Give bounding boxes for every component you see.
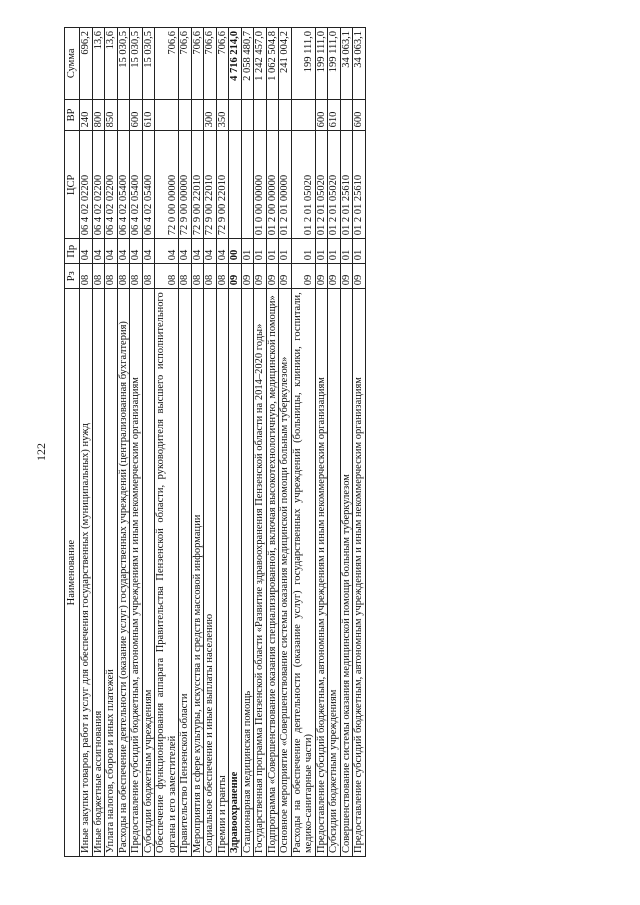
cell-vr: 350 [216, 99, 229, 131]
table-row [142, 28, 155, 857]
cell-sum: 4 716 214,0 [229, 28, 242, 100]
cell-vr: 600 [130, 99, 143, 131]
table-row [266, 28, 279, 857]
cell-rz: 09 [254, 264, 267, 289]
cell-name: Здравоохранение [229, 289, 242, 857]
cell-pr: 01 [279, 239, 292, 264]
cell-sum: 2 058 480,7 [241, 28, 254, 100]
cell-rz: 09 [266, 264, 279, 289]
cell-pr: 01 [328, 239, 341, 264]
table-header-row [65, 28, 80, 857]
header-name: Наименование [65, 289, 80, 857]
cell-sum: 1 242 457,0 [254, 28, 267, 100]
cell-name: Субсидии бюджетным учреждениям [142, 289, 155, 857]
table-row [291, 28, 315, 857]
cell-sum: 199 111,0 [291, 28, 315, 100]
cell-sum: 706,6 [155, 28, 179, 100]
cell-csr [241, 131, 254, 239]
cell-csr: 01 2 01 05020 [315, 131, 328, 239]
table-row [353, 28, 366, 857]
cell-name: Социальное обеспечение и иные выплаты населению [204, 289, 217, 857]
cell-csr: 72 9 00 22010 [191, 131, 204, 239]
cell-rz: 08 [130, 264, 143, 289]
cell-rz: 09 [340, 264, 353, 289]
cell-name: Уплата налогов, сборов и иных платежей [105, 289, 118, 857]
cell-vr [340, 99, 353, 131]
cell-vr [291, 99, 315, 131]
cell-pr: 01 [254, 239, 267, 264]
cell-vr [229, 99, 242, 131]
page-number: 122 [34, 443, 48, 461]
cell-rz: 08 [142, 264, 155, 289]
cell-vr [117, 99, 130, 131]
cell-name: Премии и гранты [216, 289, 229, 857]
cell-sum: 696,2 [80, 28, 93, 100]
cell-vr [279, 99, 292, 131]
cell-pr: 04 [130, 239, 143, 264]
cell-rz: 09 [229, 264, 242, 289]
cell-csr: 06 4 02 05400 [130, 131, 143, 239]
table-row [315, 28, 328, 857]
header-csr: ЦСР [65, 131, 80, 239]
cell-csr: 01 2 01 25610 [340, 131, 353, 239]
cell-pr: 04 [142, 239, 155, 264]
cell-csr [229, 131, 242, 239]
cell-pr: 01 [340, 239, 353, 264]
cell-rz: 08 [204, 264, 217, 289]
table-row [80, 28, 93, 857]
cell-sum: 706,6 [191, 28, 204, 100]
cell-pr: 01 [241, 239, 254, 264]
cell-vr: 600 [353, 99, 366, 131]
cell-rz: 08 [179, 264, 192, 289]
cell-pr: 00 [229, 239, 242, 264]
cell-pr: 04 [92, 239, 105, 264]
cell-name: Предоставление субсидий бюджетным, автономным учреждениям и иным некоммерческим организациям [353, 289, 366, 857]
cell-csr: 06 4 02 02200 [80, 131, 93, 239]
cell-csr: 01 2 01 25610 [353, 131, 366, 239]
cell-name: Мероприятия в сфере культуры, искусства и средств массовой информации [191, 289, 204, 857]
table-row [155, 28, 179, 857]
cell-csr: 01 2 01 05020 [291, 131, 315, 239]
cell-pr: 04 [155, 239, 179, 264]
cell-name: Иные закупки товаров, работ и услуг для обеспечения государственных (муниципальных) нужд [80, 289, 93, 857]
header-vr: ВР [65, 99, 80, 131]
cell-name: Расходы на обеспечение деятельности (оказание услуг) государственных учреждений (централизованная бухгалтерия) [117, 289, 130, 857]
cell-rz: 09 [353, 264, 366, 289]
budget-table [64, 27, 366, 857]
cell-rz: 08 [155, 264, 179, 289]
cell-name: Субсидии бюджетным учреждениям [328, 289, 341, 857]
cell-csr: 72 9 00 22010 [204, 131, 217, 239]
cell-sum: 13,6 [92, 28, 105, 100]
cell-pr: 04 [191, 239, 204, 264]
cell-rz: 08 [80, 264, 93, 289]
table-row [241, 28, 254, 857]
cell-sum: 34 063,1 [340, 28, 353, 100]
cell-csr: 72 0 00 00000 [155, 131, 179, 239]
cell-name: Совершенствование системы оказания медицинской помощи больным туберкулезом [340, 289, 353, 857]
table-row [279, 28, 292, 857]
cell-rz: 08 [105, 264, 118, 289]
cell-pr: 01 [353, 239, 366, 264]
cell-name: Стационарная медицинская помощь [241, 289, 254, 857]
cell-name: Предоставление субсидий бюджетным, автономным учреждениям и иным некоммерческим организациям [315, 289, 328, 857]
cell-csr: 06 4 02 05400 [142, 131, 155, 239]
cell-name: Обеспечение функционирования аппарата Правительства Пензенской области, руководителя высшего исполнительного органа и его заместителей [155, 289, 179, 857]
cell-sum: 199 111,0 [315, 28, 328, 100]
cell-rz: 09 [279, 264, 292, 289]
cell-sum: 15 030,5 [117, 28, 130, 100]
cell-vr: 850 [105, 99, 118, 131]
cell-vr: 600 [315, 99, 328, 131]
table-row [179, 28, 192, 857]
cell-vr: 610 [142, 99, 155, 131]
cell-vr [191, 99, 204, 131]
cell-pr: 04 [204, 239, 217, 264]
cell-csr: 01 2 01 00000 [279, 131, 292, 239]
cell-pr: 04 [216, 239, 229, 264]
cell-sum: 241 004,2 [279, 28, 292, 100]
cell-pr: 04 [117, 239, 130, 264]
cell-vr [241, 99, 254, 131]
cell-csr: 06 4 02 02200 [92, 131, 105, 239]
table-row [105, 28, 118, 857]
cell-rz: 09 [328, 264, 341, 289]
cell-sum: 706,6 [204, 28, 217, 100]
cell-csr: 01 2 00 00000 [266, 131, 279, 239]
cell-csr: 72 9 00 00000 [179, 131, 192, 239]
cell-pr: 01 [315, 239, 328, 264]
cell-pr: 04 [80, 239, 93, 264]
cell-sum: 15 030,5 [130, 28, 143, 100]
header-pr: Пр [65, 239, 80, 264]
table-row [117, 28, 130, 857]
cell-sum: 1 062 504,8 [266, 28, 279, 100]
cell-csr: 01 2 01 05020 [328, 131, 341, 239]
cell-name: Основное мероприятие «Совершенствование системы оказания медицинской помощи больным туберкулезом» [279, 289, 292, 857]
cell-csr: 06 4 02 05400 [117, 131, 130, 239]
cell-rz: 08 [92, 264, 105, 289]
cell-pr: 04 [105, 239, 118, 264]
cell-rz: 08 [117, 264, 130, 289]
cell-vr [254, 99, 267, 131]
cell-sum: 706,6 [179, 28, 192, 100]
cell-sum: 34 063,1 [353, 28, 366, 100]
cell-vr [179, 99, 192, 131]
cell-vr: 300 [204, 99, 217, 131]
cell-name: Расходы на обеспечение деятельности (оказание услуг) государственных учреждений (больницы, клиники, госпитали, медико-санитарные части) [291, 289, 315, 857]
cell-rz: 08 [191, 264, 204, 289]
cell-csr: 01 0 00 00000 [254, 131, 267, 239]
cell-vr: 610 [328, 99, 341, 131]
cell-name: Правительство Пензенской области [179, 289, 192, 857]
cell-rz: 09 [241, 264, 254, 289]
cell-rz: 09 [291, 264, 315, 289]
cell-name: Иные бюджетные ассигнования [92, 289, 105, 857]
cell-sum: 706,6 [216, 28, 229, 100]
cell-vr [155, 99, 179, 131]
cell-vr: 800 [92, 99, 105, 131]
cell-name: Подпрограмма «Совершенствование оказания специализированной, включая высокотехнологичную, медицинской помощи» [266, 289, 279, 857]
cell-name: Государственная программа Пензенской области «Развитие здравоохранения Пензенской области на 2014–2020 годы» [254, 289, 267, 857]
table-row [328, 28, 341, 857]
cell-rz: 08 [216, 264, 229, 289]
cell-pr: 01 [291, 239, 315, 264]
header-rz: Рз [65, 264, 80, 289]
table-row [216, 28, 229, 857]
cell-sum: 13,6 [105, 28, 118, 100]
table-row [92, 28, 105, 857]
rotated-table-container [64, 27, 594, 857]
cell-rz: 09 [315, 264, 328, 289]
table-row [340, 28, 353, 857]
cell-sum: 15 030,5 [142, 28, 155, 100]
table-row [191, 28, 204, 857]
cell-csr: 06 4 02 02200 [105, 131, 118, 239]
table-row [254, 28, 267, 857]
table-row [130, 28, 143, 857]
table-row [204, 28, 217, 857]
table-body [80, 28, 366, 857]
cell-pr: 01 [266, 239, 279, 264]
header-sum: Сумма [65, 28, 80, 100]
cell-sum: 199 111,0 [328, 28, 341, 100]
cell-vr: 240 [80, 99, 93, 131]
cell-csr: 72 9 00 22010 [216, 131, 229, 239]
cell-pr: 04 [179, 239, 192, 264]
cell-name: Предоставление субсидий бюджетным, автономным учреждениям и иным некоммерческим организациям [130, 289, 143, 857]
cell-vr [266, 99, 279, 131]
table-row [229, 28, 242, 857]
